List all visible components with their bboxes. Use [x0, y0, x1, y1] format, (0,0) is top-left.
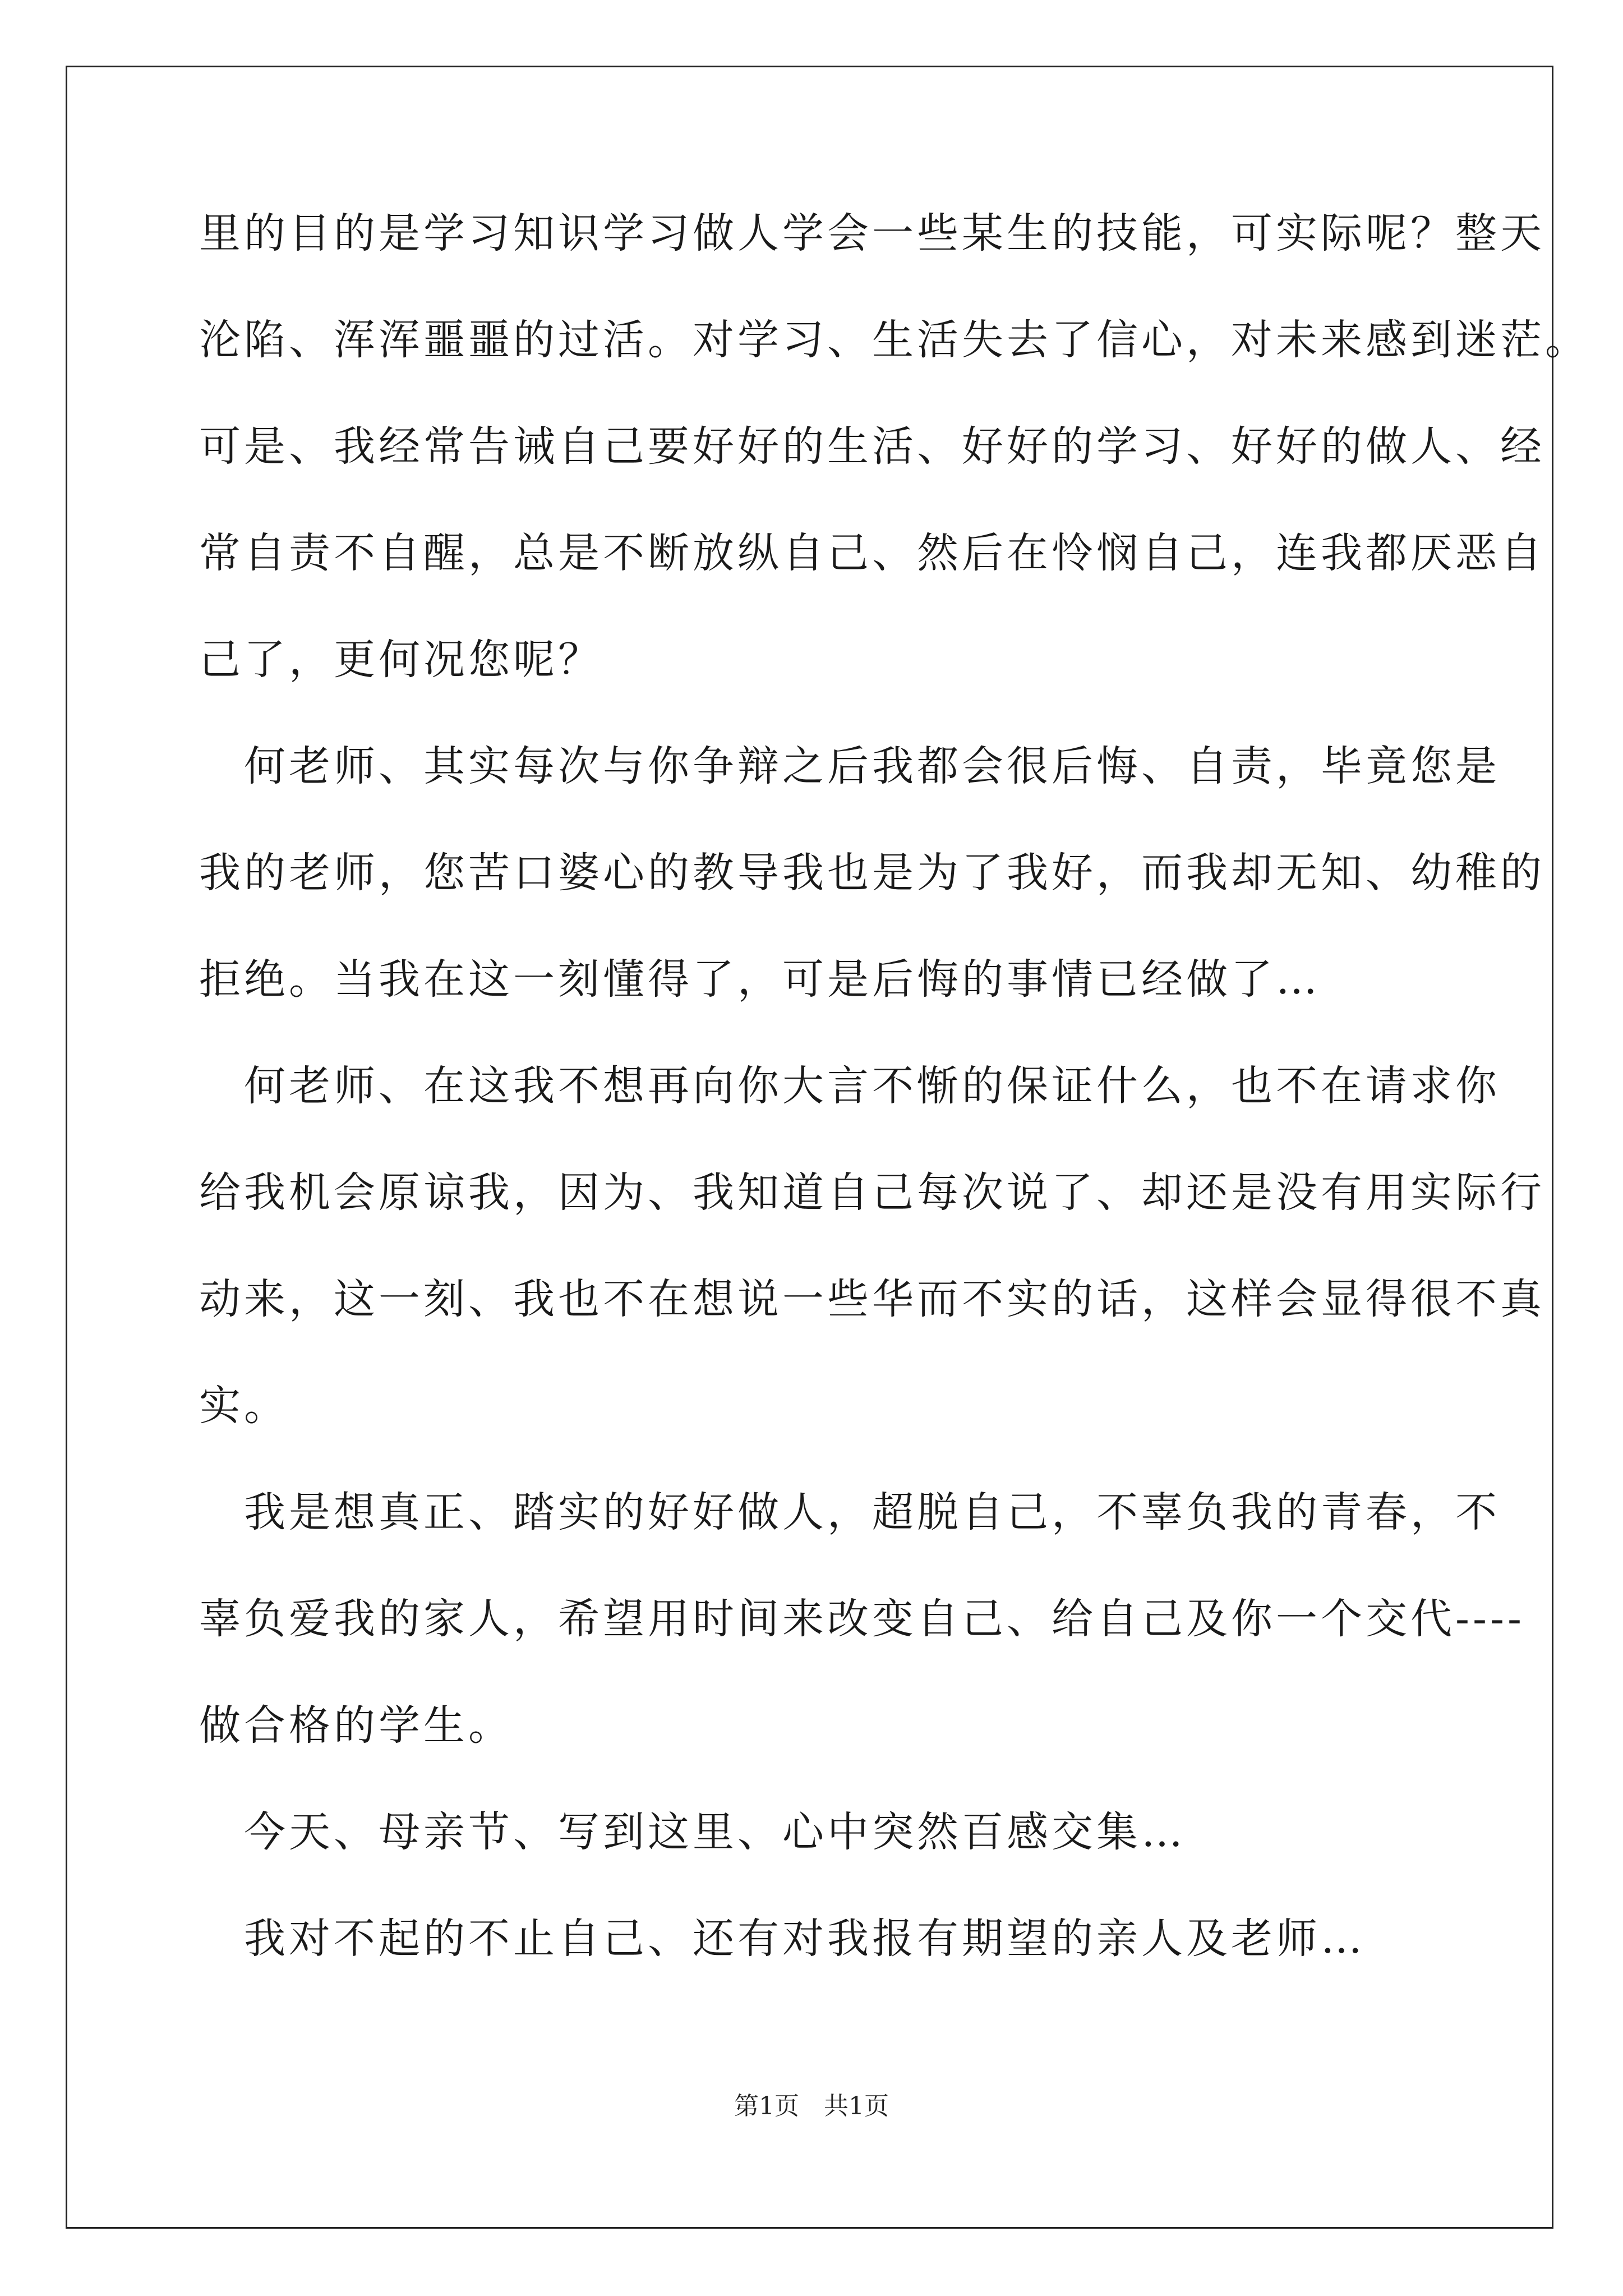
text-line: 动来，这一刻、我也不在想说一些华而不实的话，这样会显得很不真	[199, 1275, 1545, 1323]
document-body	[199, 208, 1590, 1964]
text-line: 我的老师，您苦口婆心的教导我也是为了我好，而我却无知、幼稚的	[199, 849, 1545, 897]
text-line: 辜负爱我的家人，希望用时间来改变自己、给自己及你一个交代----	[199, 1595, 1525, 1643]
text-line: 给我机会原谅我，因为、我知道自己每次说了、却还是没有用实际行	[199, 1168, 1545, 1217]
text-line: 里的目的是学习知识学习做人学会一些某生的技能，可实际呢？整天	[199, 209, 1545, 257]
text-line: 拒绝。当我在这一刻懂得了，可是后悔的事情已经做了…	[199, 955, 1321, 1004]
text-line: 我对不起的不止自己、还有对我报有期望的亲人及老师…	[199, 1915, 1366, 1963]
text-line: 实。	[199, 1382, 289, 1430]
text-line: 何老师、在这我不想再向你大言不惭的保证什么，也不在请求你	[199, 1062, 1500, 1110]
text-line: 今天、母亲节、写到这里、心中突然百感交集…	[199, 1808, 1186, 1856]
text-line: 何老师、其实每次与你争辩之后我都会很后悔、自责，毕竟您是	[199, 742, 1500, 790]
text-line: 可是、我经常告诫自己要好好的生活、好好的学习、好好的做人、经	[199, 422, 1545, 471]
text-line: 常自责不自醒，总是不断放纵自己、然后在怜悯自己，连我都厌恶自	[199, 529, 1545, 577]
text-line: 己了，更何况您呢？	[199, 636, 603, 684]
text-line: 做合格的学生。	[199, 1701, 513, 1750]
page-footer: 第1页 共1页	[734, 2092, 889, 2120]
text-line: 我是想真正、踏实的好好做人，超脱自己，不辜负我的青春，不	[199, 1488, 1500, 1536]
text-line: 沦陷、浑浑噩噩的过活。对学习、生活失去了信心，对未来感到迷茫。	[199, 316, 1590, 364]
